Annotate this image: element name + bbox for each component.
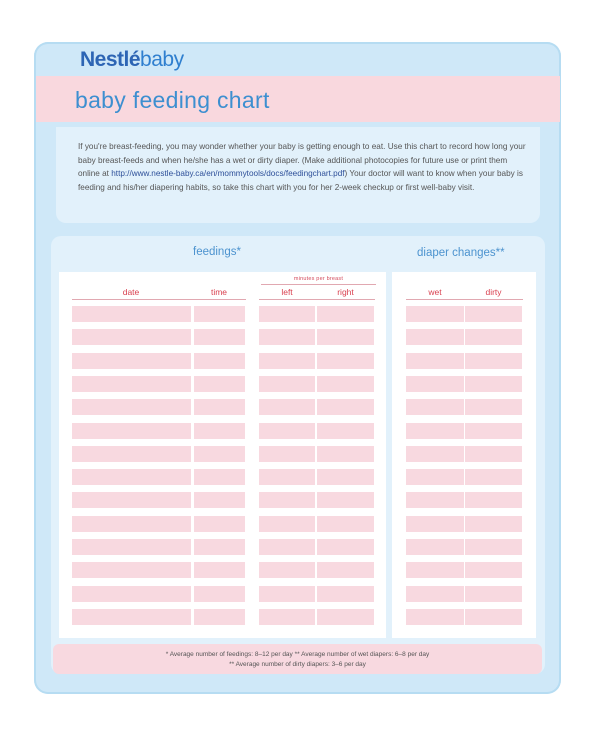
- log-cell-dirty[interactable]: [465, 423, 522, 439]
- log-cell-wet[interactable]: [406, 562, 464, 578]
- log-cell-date[interactable]: [72, 562, 191, 578]
- log-cell-date[interactable]: [72, 399, 191, 415]
- log-cell-dirty[interactable]: [465, 539, 522, 555]
- log-cell-left[interactable]: [259, 399, 315, 415]
- log-cell-time[interactable]: [194, 539, 245, 555]
- log-cell-wet[interactable]: [406, 376, 464, 392]
- log-cell-left[interactable]: [259, 329, 315, 345]
- log-cell-date[interactable]: [72, 376, 191, 392]
- log-cell-date[interactable]: [72, 469, 191, 485]
- feedings-header: feedings*: [193, 246, 241, 258]
- log-cell-wet[interactable]: [406, 446, 464, 462]
- col-header-right: right: [337, 287, 354, 297]
- log-cell-time[interactable]: [194, 586, 245, 602]
- log-cell-left[interactable]: [259, 609, 315, 625]
- logo-main: Nestlé: [80, 48, 141, 71]
- log-cell-time[interactable]: [194, 516, 245, 532]
- log-cell-dirty[interactable]: [465, 329, 522, 345]
- log-cell-right[interactable]: [317, 399, 374, 415]
- log-cell-time[interactable]: [194, 353, 245, 369]
- intro-text-before: If you're breast-feeding, you may wonder whether your baby is getting enough to eat. Use this chart to record how long your baby breast-feeds and when he/she has a wet or dirty diaper. (Make additional photocopies for future use or print them online at: [78, 142, 526, 178]
- log-cell-date[interactable]: [72, 329, 191, 345]
- diaper-header-rule: [406, 299, 523, 300]
- logo-sub: baby: [140, 48, 184, 71]
- log-cell-time[interactable]: [194, 399, 245, 415]
- log-cell-time[interactable]: [194, 306, 245, 322]
- log-cell-date[interactable]: [72, 353, 191, 369]
- feeding-chart-link[interactable]: http://www.nestle-baby.ca/en/mommytools/docs/feedingchart.pdf: [111, 169, 345, 178]
- log-cell-left[interactable]: [259, 539, 315, 555]
- log-cell-dirty[interactable]: [465, 586, 522, 602]
- log-cell-wet[interactable]: [406, 492, 464, 508]
- log-cell-wet[interactable]: [406, 306, 464, 322]
- log-cell-date[interactable]: [72, 516, 191, 532]
- log-cell-time[interactable]: [194, 446, 245, 462]
- log-cell-right[interactable]: [317, 423, 374, 439]
- log-cell-time[interactable]: [194, 609, 245, 625]
- log-cell-time[interactable]: [194, 469, 245, 485]
- log-cell-right[interactable]: [317, 469, 374, 485]
- diaper-changes-header: diaper changes**: [417, 247, 505, 259]
- log-cell-left[interactable]: [259, 469, 315, 485]
- col-header-dirty: dirty: [485, 287, 502, 297]
- log-cell-dirty[interactable]: [465, 562, 522, 578]
- log-cell-left[interactable]: [259, 492, 315, 508]
- log-cell-dirty[interactable]: [465, 306, 522, 322]
- footer-note-2: ** Average number of dirty diapers: 3–6 per day: [229, 661, 366, 668]
- log-cell-right[interactable]: [317, 516, 374, 532]
- log-cell-left[interactable]: [259, 562, 315, 578]
- log-cell-dirty[interactable]: [465, 353, 522, 369]
- log-cell-wet[interactable]: [406, 423, 464, 439]
- log-cell-right[interactable]: [317, 306, 374, 322]
- log-cell-time[interactable]: [194, 492, 245, 508]
- log-cell-dirty[interactable]: [465, 446, 522, 462]
- log-cell-left[interactable]: [259, 306, 315, 322]
- log-cell-right[interactable]: [317, 609, 374, 625]
- minutes-per-breast-rule: [261, 284, 376, 285]
- log-cell-dirty[interactable]: [465, 469, 522, 485]
- minutes-per-breast-label: minutes per breast: [293, 276, 344, 282]
- col-header-left: left: [281, 287, 293, 297]
- nestle-baby-logo: [80, 48, 184, 72]
- col-header-time: time: [210, 287, 228, 297]
- log-cell-date[interactable]: [72, 446, 191, 462]
- log-cell-left[interactable]: [259, 353, 315, 369]
- breast-header-rule: [259, 299, 375, 300]
- log-cell-dirty[interactable]: [465, 492, 522, 508]
- log-cell-left[interactable]: [259, 586, 315, 602]
- log-cell-left[interactable]: [259, 376, 315, 392]
- log-cell-dirty[interactable]: [465, 399, 522, 415]
- log-cell-wet[interactable]: [406, 469, 464, 485]
- col-header-wet: wet: [428, 287, 442, 297]
- log-cell-right[interactable]: [317, 376, 374, 392]
- log-cell-right[interactable]: [317, 329, 374, 345]
- log-cell-time[interactable]: [194, 423, 245, 439]
- col-header-date: date: [122, 287, 140, 297]
- log-cell-date[interactable]: [72, 306, 191, 322]
- feedings-header-rule: [72, 299, 246, 300]
- log-cell-right[interactable]: [317, 562, 374, 578]
- log-cell-date[interactable]: [72, 492, 191, 508]
- intro-text-after: ) Your doctor will want to know when your baby is feeding and his/her diapering habits, so take this chart with you for her 2-week checkup or first well-baby visit.: [78, 169, 523, 192]
- log-cell-time[interactable]: [194, 562, 245, 578]
- log-cell-date[interactable]: [72, 539, 191, 555]
- log-cell-left[interactable]: [259, 423, 315, 439]
- log-cell-wet[interactable]: [406, 399, 464, 415]
- log-cell-right[interactable]: [317, 492, 374, 508]
- log-cell-right[interactable]: [317, 353, 374, 369]
- log-cell-dirty[interactable]: [465, 609, 522, 625]
- log-cell-wet[interactable]: [406, 329, 464, 345]
- log-cell-right[interactable]: [317, 446, 374, 462]
- log-cell-wet[interactable]: [406, 516, 464, 532]
- log-cell-right[interactable]: [317, 586, 374, 602]
- log-cell-wet[interactable]: [406, 609, 464, 625]
- intro-text: [78, 140, 528, 194]
- footer-band: [53, 644, 542, 674]
- page-title: baby feeding chart: [75, 87, 270, 113]
- log-cell-date[interactable]: [72, 423, 191, 439]
- log-cell-wet[interactable]: [406, 353, 464, 369]
- log-cell-date[interactable]: [72, 609, 191, 625]
- log-cell-wet[interactable]: [406, 539, 464, 555]
- log-cell-time[interactable]: [194, 376, 245, 392]
- log-cell-date[interactable]: [72, 586, 191, 602]
- log-cell-left[interactable]: [259, 516, 315, 532]
- log-cell-left[interactable]: [259, 446, 315, 462]
- log-cell-dirty[interactable]: [465, 516, 522, 532]
- log-cell-time[interactable]: [194, 329, 245, 345]
- footer-note-1: * Average number of feedings: 8–12 per day ** Average number of wet diapers: 6–8 per day: [165, 651, 430, 658]
- log-cell-wet[interactable]: [406, 586, 464, 602]
- log-cell-dirty[interactable]: [465, 376, 522, 392]
- log-cell-right[interactable]: [317, 539, 374, 555]
